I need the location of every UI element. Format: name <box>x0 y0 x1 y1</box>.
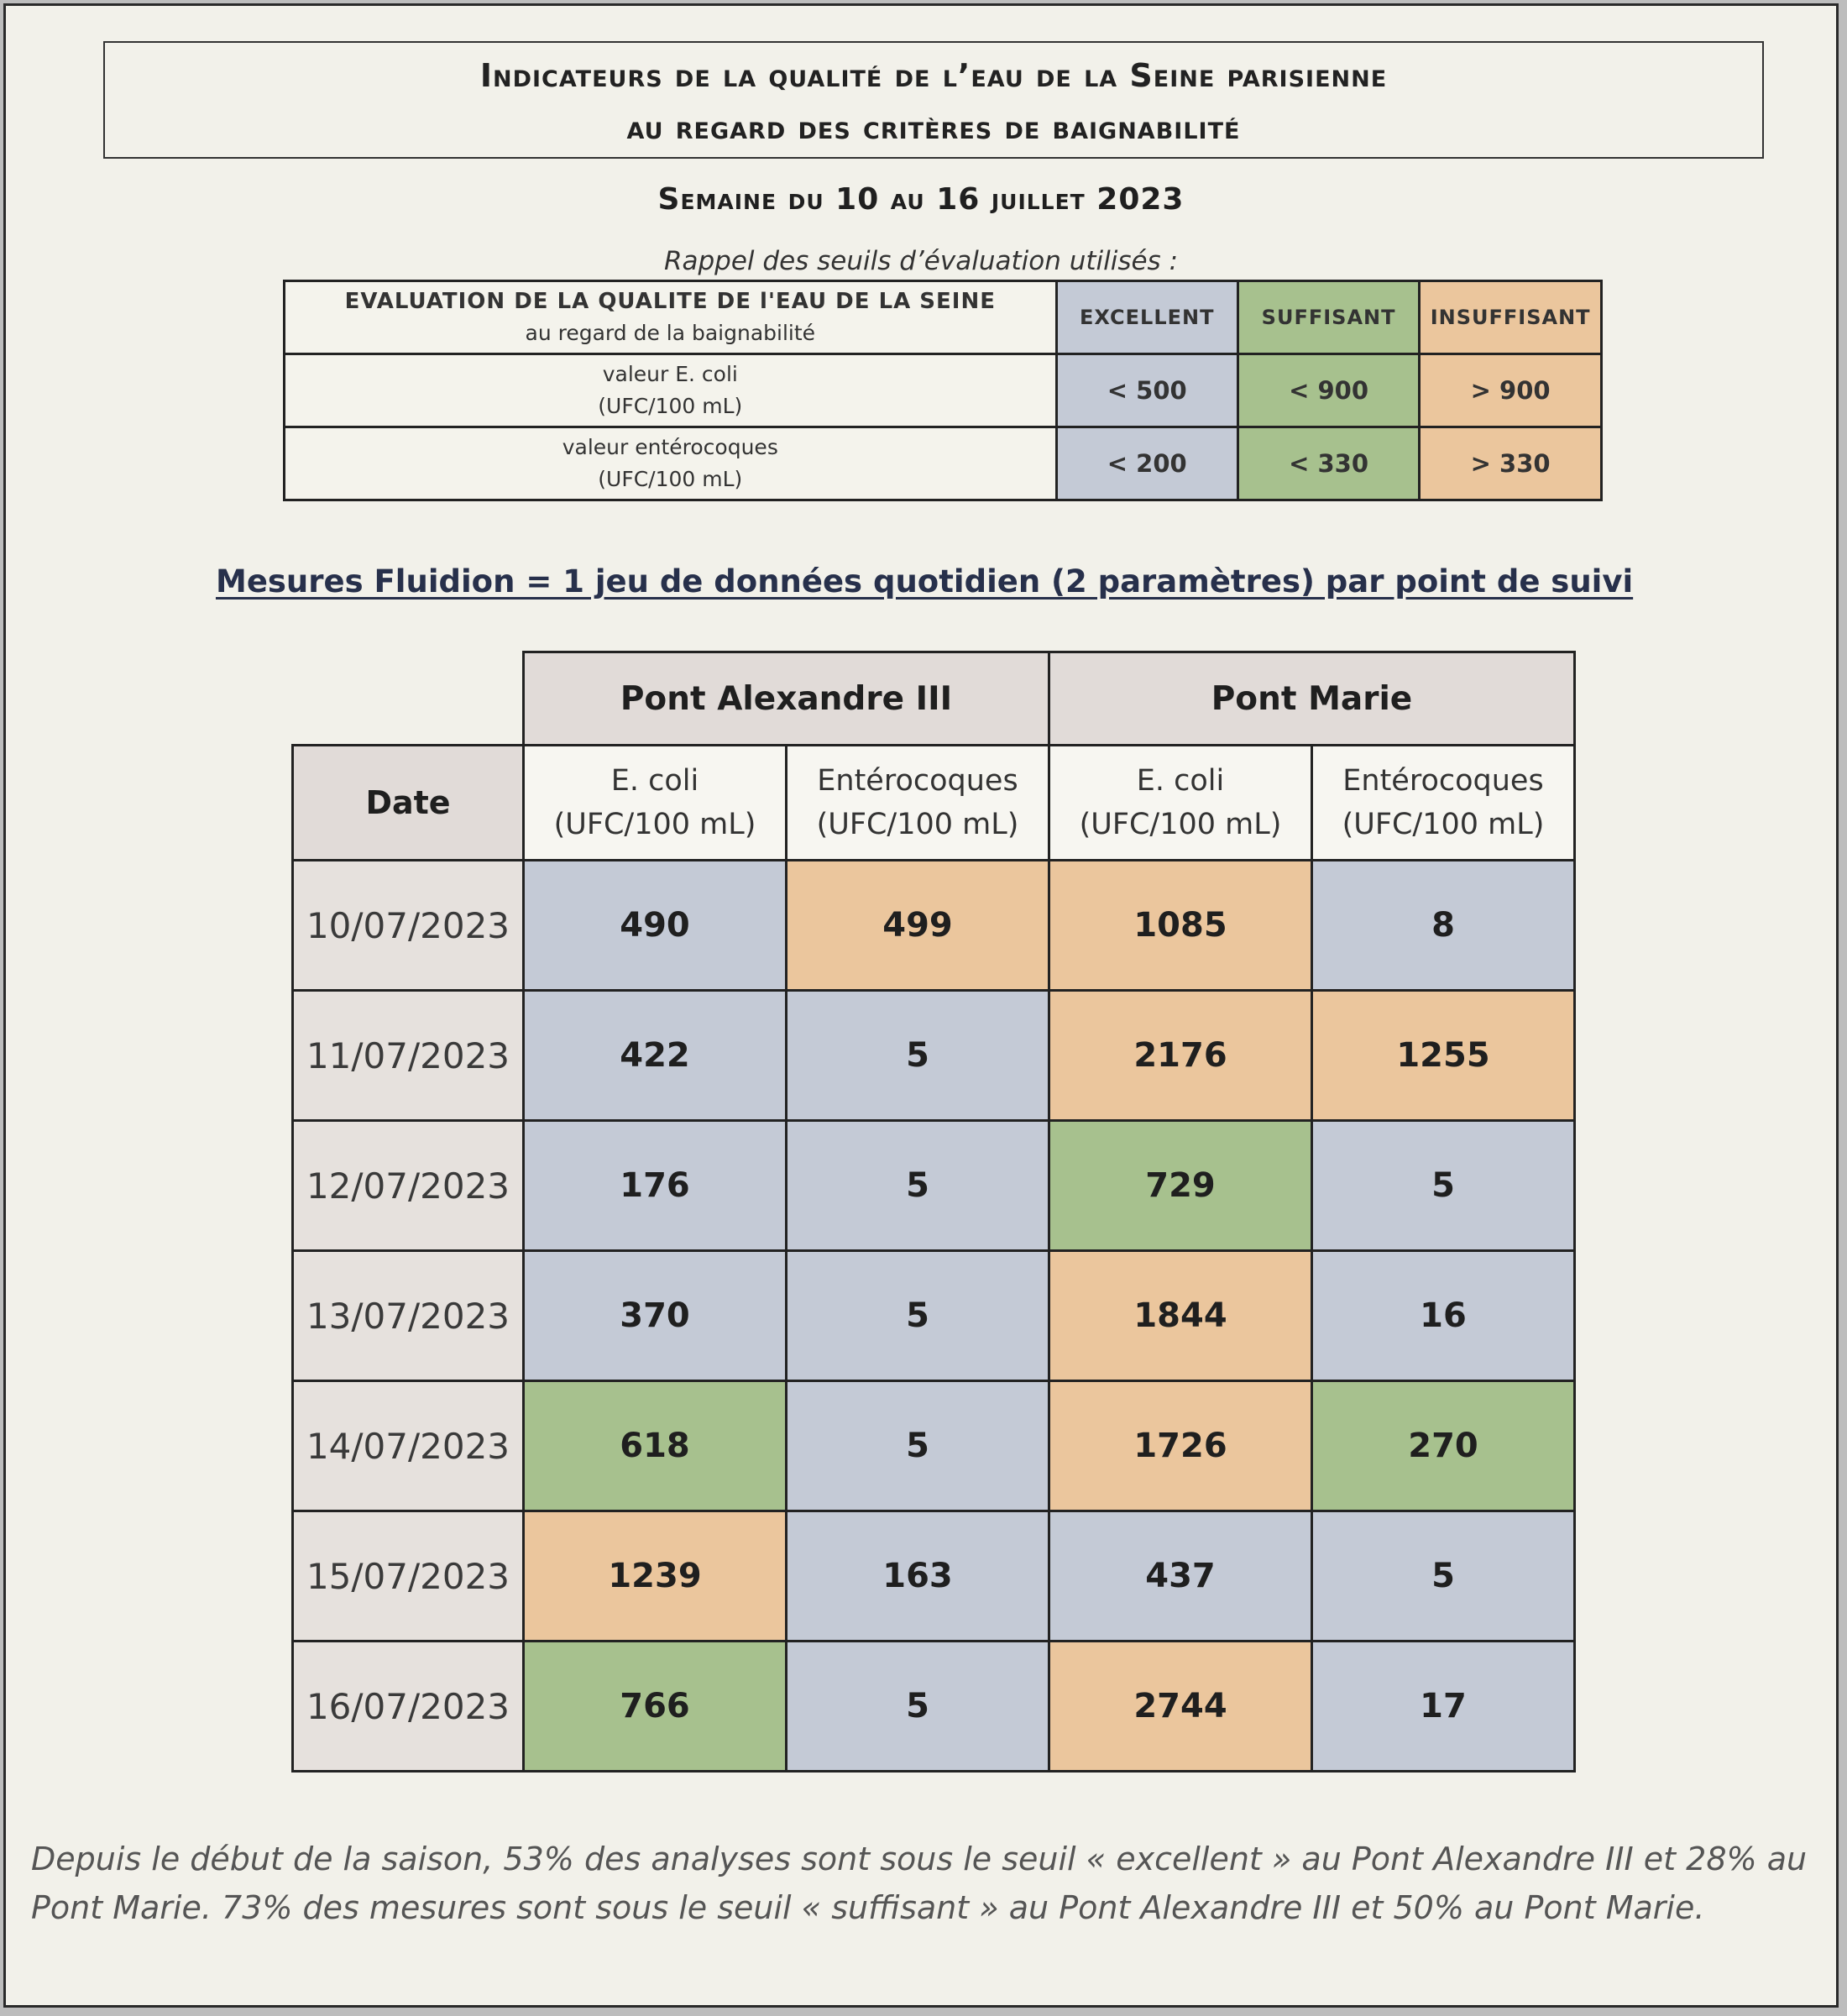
value-cell: 8 <box>1312 861 1575 991</box>
value-cell: 1726 <box>1049 1381 1312 1511</box>
value-cell: 618 <box>524 1381 787 1511</box>
value-cell: 5 <box>787 1381 1049 1511</box>
value-cell: 5 <box>787 991 1049 1121</box>
param-unit: (UFC/100 mL) <box>816 808 1019 841</box>
value-cell: 176 <box>524 1121 787 1251</box>
thresholds-header-label <box>285 281 1057 354</box>
date-cell: 11/07/2023 <box>293 991 524 1121</box>
value-cell: 422 <box>524 991 787 1121</box>
value-cell: 1085 <box>1049 861 1312 991</box>
document-page <box>3 3 1839 2008</box>
date-cell: 12/07/2023 <box>293 1121 524 1251</box>
param-name: Entérocoques <box>817 764 1018 798</box>
param-unit: (UFC/100 mL) <box>553 808 756 841</box>
threshold-value: < 330 <box>1237 427 1419 500</box>
threshold-row-label <box>285 427 1057 500</box>
value-cell: 5 <box>787 1121 1049 1251</box>
title-box <box>103 41 1764 159</box>
value-cell: 1239 <box>524 1511 787 1642</box>
param-name: E. coli <box>610 764 699 798</box>
value-cell: 5 <box>1312 1121 1575 1251</box>
param-header <box>1049 746 1312 861</box>
thresholds-head-title: EVALUATION DE LA QUALITE DE l'EAU DE LA SEINE <box>344 289 996 314</box>
value-cell: 16 <box>1312 1251 1575 1381</box>
site-pont-marie: Pont Marie <box>1049 652 1575 746</box>
empty-corner <box>293 652 524 746</box>
threshold-value: > 330 <box>1420 427 1602 500</box>
value-cell: 490 <box>524 861 787 991</box>
measurement-rows <box>293 861 1575 1772</box>
thresholds-head-sub: au regard de la baignabilité <box>525 321 816 345</box>
threshold-row-enterocoques <box>285 427 1602 500</box>
param-name: Entérocoques <box>1342 764 1544 798</box>
value-cell: 5 <box>1312 1511 1575 1642</box>
table-row <box>293 1642 1575 1772</box>
table-row <box>293 1381 1575 1511</box>
threshold-row-label-name: valeur entérocoques <box>562 435 778 459</box>
value-cell: 370 <box>524 1251 787 1381</box>
threshold-row-ecoli <box>285 354 1602 427</box>
fluidion-heading: Mesures Fluidion = 1 jeu de données quotidien (2 paramètres) par point de suivi <box>216 563 1634 600</box>
table-row <box>293 1251 1575 1381</box>
value-cell: 270 <box>1312 1381 1575 1511</box>
site-pont-alexandre: Pont Alexandre III <box>524 652 1049 746</box>
value-cell: 766 <box>524 1642 787 1772</box>
threshold-col-excellent: EXCELLENT <box>1056 281 1237 354</box>
param-header-row <box>293 746 1575 861</box>
thresholds-header-row <box>285 281 1602 354</box>
threshold-row-label-name: valeur E. coli <box>602 362 738 386</box>
param-unit: (UFC/100 mL) <box>1342 808 1545 841</box>
threshold-value: < 200 <box>1056 427 1237 500</box>
value-cell: 437 <box>1049 1511 1312 1642</box>
value-cell: 5 <box>787 1251 1049 1381</box>
threshold-value: < 500 <box>1056 354 1237 427</box>
date-cell: 13/07/2023 <box>293 1251 524 1381</box>
threshold-row-label-unit: (UFC/100 mL) <box>598 394 743 418</box>
thresholds-table <box>283 280 1603 501</box>
value-cell: 1844 <box>1049 1251 1312 1381</box>
date-column-header: Date <box>293 746 524 861</box>
site-header-row <box>293 652 1575 746</box>
value-cell: 163 <box>787 1511 1049 1642</box>
week-subtitle: Semaine du 10 au 16 juillet 2023 <box>657 182 1185 217</box>
param-header <box>787 746 1049 861</box>
threshold-row-label-unit: (UFC/100 mL) <box>598 467 743 491</box>
threshold-row-label <box>285 354 1057 427</box>
value-cell: 5 <box>787 1642 1049 1772</box>
param-header <box>524 746 787 861</box>
date-cell: 15/07/2023 <box>293 1511 524 1642</box>
table-row <box>293 1511 1575 1642</box>
param-header <box>1312 746 1575 861</box>
value-cell: 17 <box>1312 1642 1575 1772</box>
param-name: E. coli <box>1136 764 1225 798</box>
table-row <box>293 1121 1575 1251</box>
param-unit: (UFC/100 mL) <box>1079 808 1282 841</box>
value-cell: 499 <box>787 861 1049 991</box>
measurements-table <box>291 651 1576 1773</box>
thresholds-caption: Rappel des seuils d’évaluation utilisés : <box>663 246 1179 276</box>
threshold-value: > 900 <box>1420 354 1602 427</box>
table-row <box>293 861 1575 991</box>
footnote: Depuis le début de la saison, 53% des analyses sont sous le seuil « excellent » au Pont Alexandre III et 28% au Pont Marie. 73% des mesures sont sous le seuil « suffisant » au Pont Alexandre III et 50% au Pont Marie. <box>31 1841 1808 1926</box>
date-cell: 14/07/2023 <box>293 1381 524 1511</box>
date-cell: 10/07/2023 <box>293 861 524 991</box>
table-row <box>293 991 1575 1121</box>
value-cell: 1255 <box>1312 991 1575 1121</box>
threshold-value: < 900 <box>1237 354 1419 427</box>
title-line-1: Indicateurs de la qualité de l’eau de la Seine parisienne <box>479 57 1388 94</box>
title-line-2: au regard des critères de baignabilité <box>626 109 1241 146</box>
value-cell: 2176 <box>1049 991 1312 1121</box>
threshold-col-insuffisant: INSUFFISANT <box>1420 281 1602 354</box>
date-cell: 16/07/2023 <box>293 1642 524 1772</box>
threshold-col-suffisant: SUFFISANT <box>1237 281 1419 354</box>
value-cell: 2744 <box>1049 1642 1312 1772</box>
value-cell: 729 <box>1049 1121 1312 1251</box>
